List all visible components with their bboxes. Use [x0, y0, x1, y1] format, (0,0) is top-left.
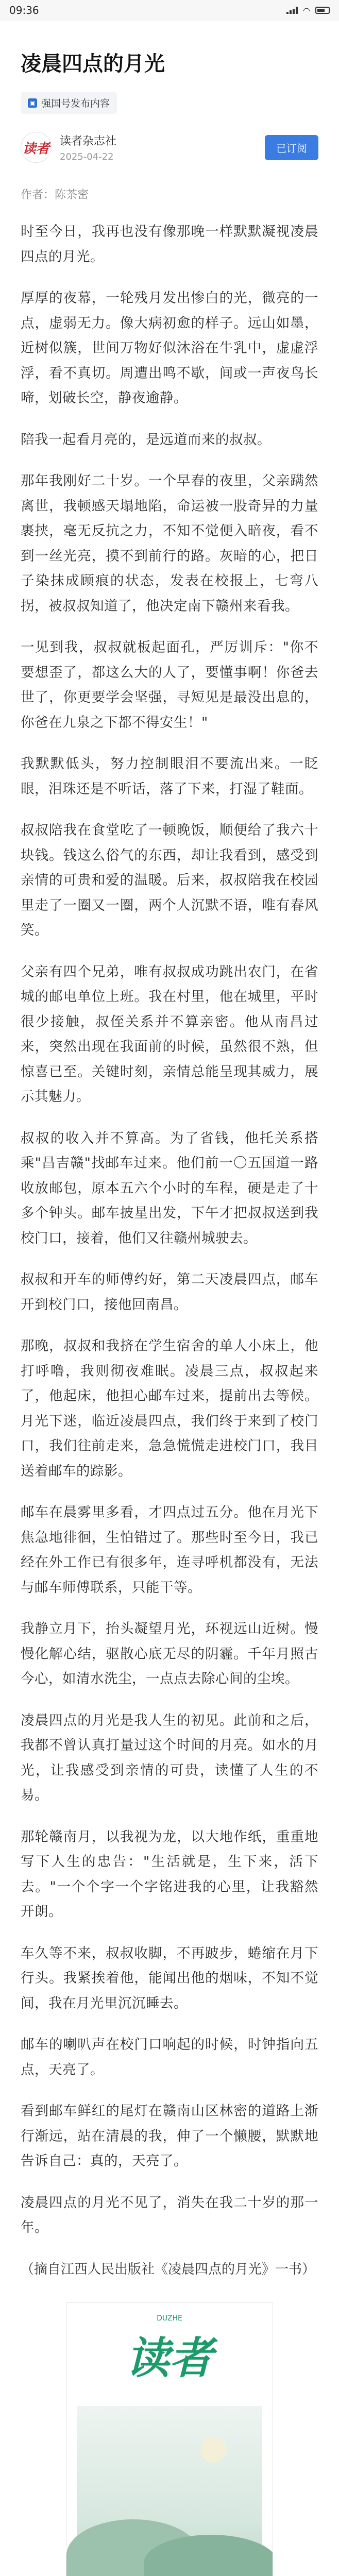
article	[0, 49, 339, 2576]
byline: 作者：陈茶密	[21, 189, 89, 201]
article-paragraph: 父亲有四个兄弟，唯有叔叔成功跳出农门，在省城的邮电单位上班。我在村里，他在城里，平时很少接触，叔侄关系并不算亲密。他从南昌过来，突然出现在我面前的时候，虽然很不熟，但惊喜已至。关键时刻，亲情总能呈现其威力，展示其魅力。	[21, 963, 318, 1105]
article-paragraph: 时至今日，我再也没有像那晚一样默默凝视凌晨四点的月光。	[21, 224, 318, 265]
moon-shape	[200, 2437, 226, 2463]
source-note: （摘自江西人民出版社《凌晨四点的月光》一书）	[21, 2261, 316, 2277]
author-meta	[60, 132, 265, 162]
article-paragraph: 一见到我，叔叔就板起面孔，严厉训斥："你不要想歪了，都这么大的人了，要懂事啊！你爸去世了，你更要学会坚强，寻短见是最没出息的，你爸在九泉之下都不得安生！"	[21, 639, 318, 731]
article-paragraph: 邮车在晨雾里多看，才四点过五分。他在月光下焦急地徘徊，生怕错过了。那些时至今日，我已经在外工作已有很多年，连寻呼机都没有，无法与邮车师傅联系，只能干等。	[21, 1504, 318, 1596]
follow-button[interactable]: 已订阅	[265, 135, 318, 160]
article-paragraph: 车久等不来，叔叔收脚，不再跛步，蜷缩在月下行头。我紧挨着他，能闻出他的烟味，不知不觉间，我在月光里沉沉睡去。	[21, 1945, 318, 2011]
status-icons	[286, 6, 330, 15]
news-icon: ▣	[28, 98, 37, 108]
status-time: 09:36	[9, 4, 39, 16]
article-paragraph: 厚厚的夜幕，一轮残月发出惨白的光，微亮的一点，虚弱无力。像大病初愈的样子。远山如墨，近树似簇，世间万物好似沐浴在牛乳中，虚虚浮浮，看不真切。周遭出鸣不歇，间或一声夜鸟长啼，划破长空，静夜逾静。	[21, 290, 318, 406]
author-row	[21, 129, 318, 165]
author-name[interactable]: 读者杂志社	[60, 135, 117, 148]
signal-icon	[286, 7, 298, 14]
source-tag	[21, 92, 117, 114]
battery-icon	[315, 7, 330, 14]
wifi-icon: ◠	[303, 5, 310, 15]
article-paragraph: 叔叔和开车的师傅约好，第二天凌晨四点，邮车开到校门口，接他回南昌。	[21, 1272, 318, 1313]
article-body	[21, 219, 318, 2241]
article-paragraph: 那年我刚好二十岁。一个早春的夜里，父亲蹒然离世，我顿感天塌地陷，命运被一股奇异的力量裹挟，毫无反抗之力，不知不觉便入暗夜，看不到一丝光亮，摸不到前行的路。灰暗的心，把日子染抹成顾痕的状态，发表在校报上，七弯八拐，被叔叔知道了，他决定南下赣州来看我。	[21, 473, 318, 614]
article-paragraph: 那晚，叔叔和我挤在学生宿舍的单人小床上，他打呼噜，我则彻夜难眠。凌晨三点，叔叔起来了，他起床，他担心邮车过来，提前出去等候。月光下迷，临近凌晨四点，我们终于来到了校门口，我们往前走来，急急慌慌走进校门口，我目送着邮车的踪影。	[21, 1338, 318, 1479]
publish-date: 2025-04-22	[60, 151, 114, 162]
article-paragraph: 我默默低头，努力控制眼泪不要流出来。一眨眼，泪珠还是不听话，落了下来，打湿了鞋面。	[21, 756, 318, 797]
status-bar	[0, 0, 339, 21]
article-title: 凌晨四点的月光	[21, 52, 165, 76]
article-paragraph: 叔叔的收入并不算高。为了省钱，他托关系搭乘"昌吉赣"找邮车过来。他们前一〇五国道一路收放邮包，原本五六个小时的车程，硬是走了十多个钟头。邮车披星出发，下午才把叔叔送到我校门口，接着，他们又往赣州城驶去。	[21, 1130, 318, 1246]
avatar[interactable]	[21, 132, 52, 163]
article-paragraph: 我静立月下，抬头凝望月光，环视远山近树。慢慢化解心结，驱散心底无尽的阴霾。千年月照古今心，如清水洗尘，一点点去除心间的尘埃。	[21, 1621, 318, 1687]
source-tag-label: 强国号发布内容	[41, 98, 110, 109]
article-paragraph: 看到邮车鲜红的尾灯在赣南山区林密的道路上渐行渐远，站在清晨的我，伸了一个懒腰，默默地告诉自己：真的，天亮了。	[21, 2103, 318, 2169]
cover-logo-en: DUZHE	[157, 2314, 182, 2323]
magazine-cover-image	[66, 2302, 273, 2576]
article-paragraph: 叔叔陪我在食堂吃了一顿晚饭，顺便给了我六十块钱。钱这么俗气的东西，却让我看到，感受到亲情的可贵和爱的温暖。后来，叔叔陪我在校园里走了一圈又一圈，两个人沉默不语，唯有春风笑。	[21, 822, 318, 938]
article-paragraph: 邮车的喇叭声在校门口响起的时候，时钟指向五点，天亮了。	[21, 2037, 318, 2078]
cover-artwork	[77, 2406, 262, 2576]
article-paragraph: 凌晨四点的月光不见了，消失在我二十岁的那一年。	[21, 2194, 318, 2235]
cover-logo: 读者	[126, 2332, 213, 2383]
avatar-logo-text: 读者	[22, 141, 49, 157]
article-paragraph: 陪我一起看月亮的，是远道而来的叔叔。	[21, 431, 271, 448]
article-paragraph: 凌晨四点的月光是我人生的初见。此前和之后，我都不曾认真打量过这个时间的月亮。如水的月光，让我感受到亲情的可贵，读懂了人生的不易。	[21, 1712, 318, 1803]
article-paragraph: 那轮赣南月，以我视为龙，以大地作纸，重重地写下人生的忠告："生活就是，生下来，活下去。"一个个字一个字铭进我的心里，让我豁然开朗。	[21, 1828, 318, 1920]
